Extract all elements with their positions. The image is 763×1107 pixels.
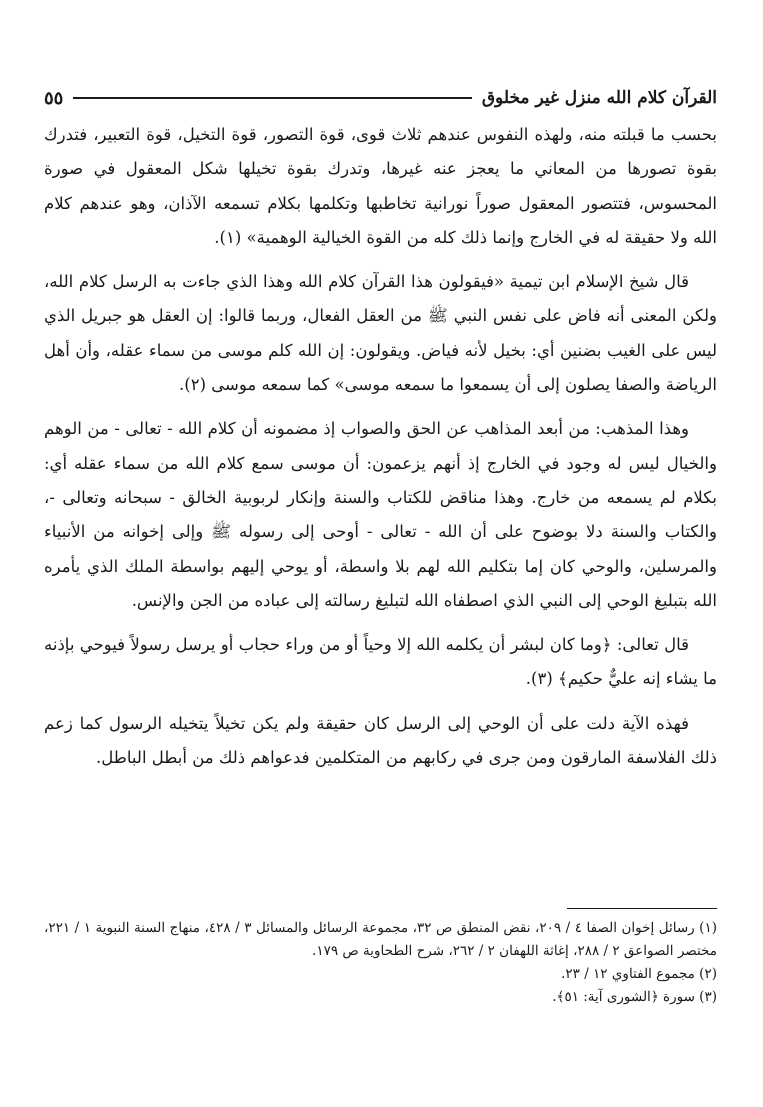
body-text	[44, 118, 717, 785]
footnote: (٣) سورة ﴿الشورى آية: ٥١﴾.	[552, 989, 717, 1005]
paragraph: وهذا المذهب: من أبعد المذاهب عن الحق والصواب إذ مضمونه أن كلام الله - تعالى - من الوهم والخيال ليس له وجود في الخارج إذ أنهم يزعمون: أن موسى سمع كلام الله من سماء عقله أي: بكلام لم يسمعه من خارج. وهذا مناقض للكتاب والسنة وإنكار لربوبية الخالق - سبحانه وتعالى -، والكتاب والسنة دلا بوضوح على أن الله - تعالى - أوحى إلى رسوله ﷺ وإلى إخوانه من الأنبياء والمرسلين، والوحي كان إما بتكليم الله لهم بلا واسطة، أو يوحي إليهم بواسطة الملك الذي يأمره الله بتبليغ الوحي إلى النبي الذي اصطفاه الله لتبليغ رسالته إلى عباده من الجن والإنس.	[44, 419, 717, 610]
footnote: (١) رسائل إخوان الصفا ٤ / ٢٠٩، نقض المنطق ص ٣٢، مجموعة الرسائل والمسائل ٣ / ٤٢٨، منهاج السنة النبوية ١ / ٢٢١، مختصر الصواعق ٢ / ٢٨٨، إغاثة اللهفان ٢ / ٢٦٢، شرح الطحاوية ص ١٧٩.	[44, 920, 717, 959]
footnote: (٢) مجموع الفتاوي ١٢ / ٢٣.	[561, 966, 717, 982]
paragraph: بحسب ما قبلته منه، ولهذه النفوس عندهم ثلاث قوى، قوة التصور، قوة التخيل، قوة التعبير، فتدرك بقوة تصورها من المعاني ما يعجز عنه غيرها، وتدرك بقوة تخيلها شكل المعقول في صورة المحسوس، فتتصور المعقول صوراً نورانية تخاطبها وتكلمها بكلام تسمعه الآذان، وهو عندهم كلام الله ولا حقيقة له في الخارج وإنما ذلك كله من القوة الخيالية الوهمية» (١).	[44, 125, 717, 247]
running-title: القرآن كلام الله منزل غير مخلوق	[481, 88, 717, 108]
paragraph: فهذه الآية دلت على أن الوحي إلى الرسل كان حقيقة ولم يكن تخيلاً يتخيله الرسول كما زعم ذلك الفلاسفة المارقون ومن جرى في ركابهم من المتكلمين فدعواهم ذلك من أبطل الباطل.	[44, 713, 717, 768]
paragraph: قال شيخ الإسلام ابن تيمية «فيقولون هذا القرآن كلام الله وهذا الذي جاءت به الرسل كلام الله، ولكن المعنى أنه فاض على نفس النبي ﷺ من العقل الفعال، وربما قالوا: إن العقل هو جبريل الذي ليس على الغيب بضنين أي: بخيل لأنه فياض. ويقولون: إن الله كلم موسى من سماء عقله، وأن أهل الرياضة والصفا يصلون إلى أن يسمعوا ما سمعه موسى» كما سمعه موسى (٢).	[44, 272, 717, 395]
footnote-rule	[567, 908, 717, 909]
footnotes	[44, 908, 717, 1009]
paragraph: قال تعالى: ﴿وما كان لبشر أن يكلمه الله إلا وحياً أو من وراء حجاب أو يرسل رسولاً فيوحي بإذنه ما يشاء إنه عليٌّ حكيم﴾ (٣).	[44, 635, 717, 689]
header-rule	[73, 97, 472, 99]
page-number: ٥٥	[44, 87, 64, 109]
page-header	[44, 84, 717, 112]
